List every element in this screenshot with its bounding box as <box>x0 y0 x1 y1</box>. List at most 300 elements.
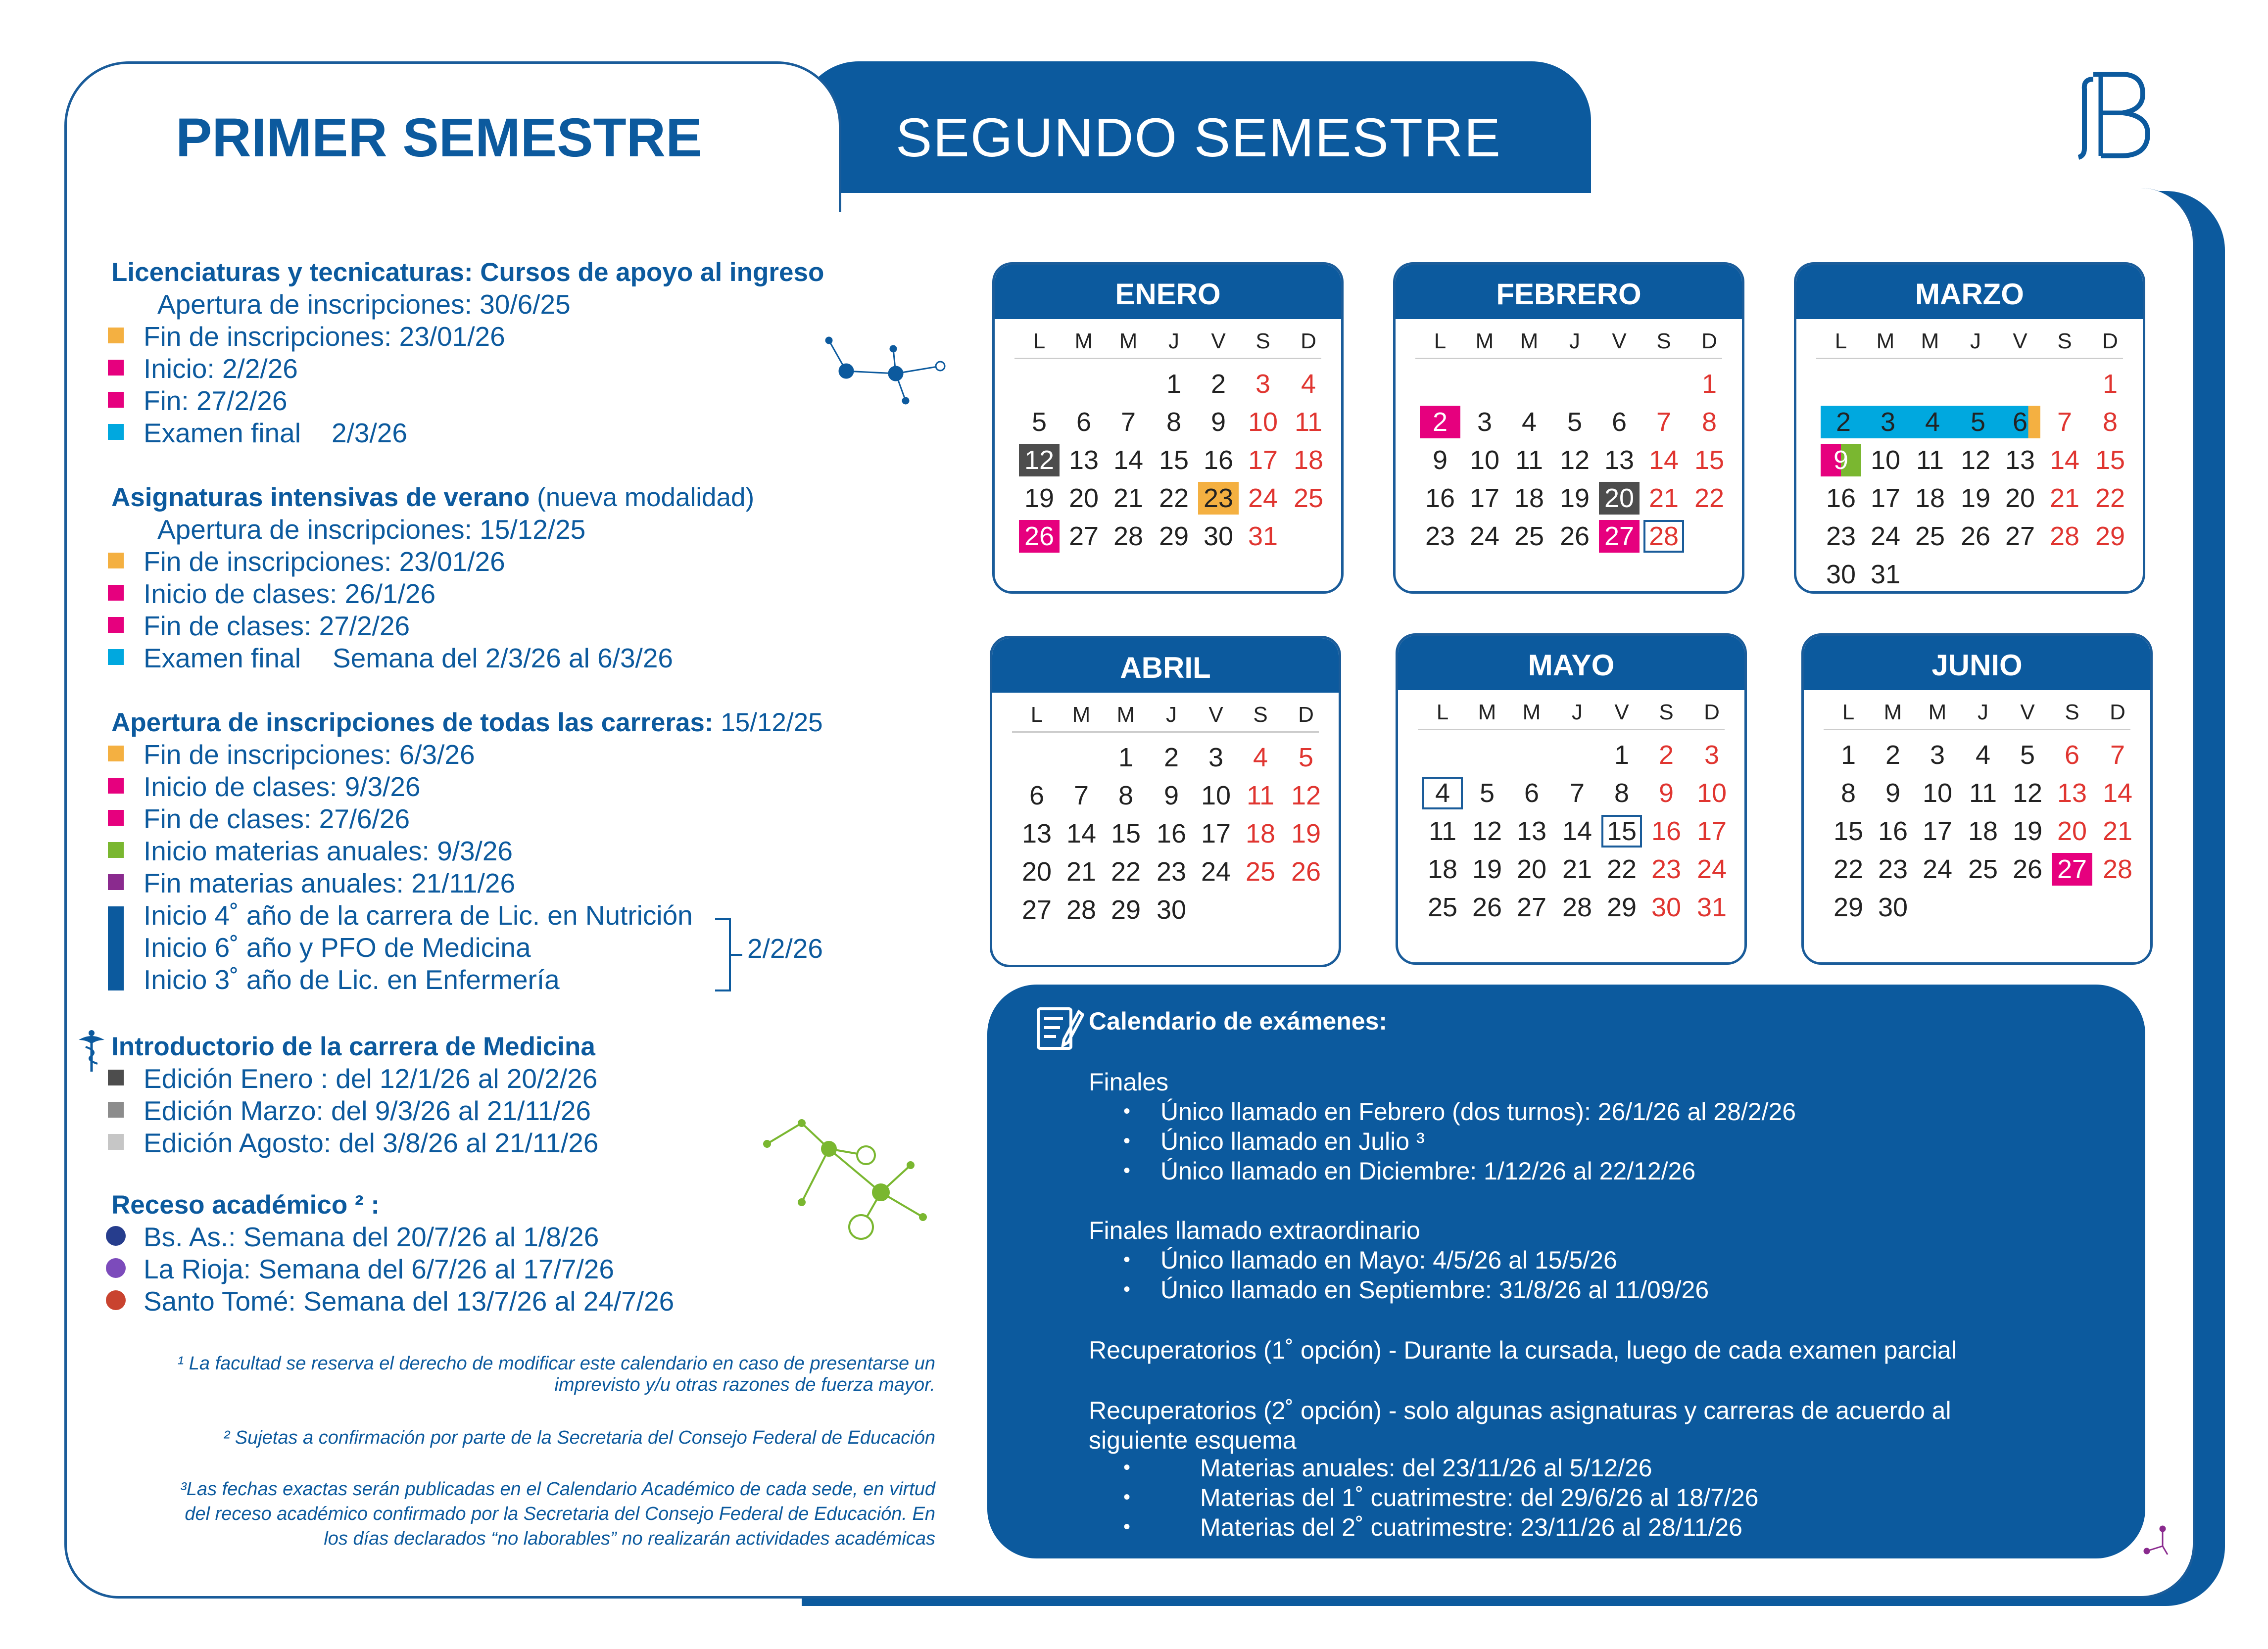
day-cell[interactable]: 27 <box>1068 521 1099 551</box>
weekday-label: M <box>1883 700 1902 724</box>
day-cell[interactable]: 3 <box>1865 406 1911 438</box>
day-cell[interactable]: 26 <box>2012 854 2043 884</box>
day-cell[interactable]: 13 <box>2057 778 2087 808</box>
receso-item: La Rioja: Semana del 6/7/26 al 17/7/26 <box>144 1254 614 1284</box>
dark-gray-marker <box>108 1070 124 1085</box>
molecule-decoration <box>762 1113 940 1242</box>
red-dot <box>106 1290 126 1310</box>
day-cell[interactable]: 1 <box>1614 740 1630 770</box>
intensivas-title <box>111 482 754 513</box>
weekday-label: M <box>1876 329 1895 353</box>
day-cell[interactable]: 16 <box>1826 483 1856 513</box>
weekday-label: L <box>1434 329 1447 353</box>
weekday-divider <box>1012 731 1319 733</box>
day-cell[interactable]: 10 <box>1201 781 1231 810</box>
day-cell[interactable]: 18 <box>1915 483 1945 513</box>
weekday-divider <box>1014 358 1321 359</box>
weekday-label: S <box>2057 329 2072 353</box>
day-cell[interactable]: 11 <box>1246 781 1275 810</box>
day-cell[interactable]: 28 <box>1066 895 1097 925</box>
day-cell[interactable]: 18 <box>1968 816 1998 846</box>
month-febrero <box>1393 262 1744 594</box>
day-cell[interactable]: 20 <box>2005 483 2035 513</box>
todas-title-text: Apertura de inscripciones de todas las carreras: <box>111 708 714 737</box>
day-cell[interactable]: 25 <box>1915 521 1945 551</box>
day-cell[interactable]: 20 <box>1516 854 1547 884</box>
day-cell[interactable]: 12 <box>1291 781 1321 810</box>
intensivas-item: Inicio de clases: 26/1/26 <box>144 578 436 609</box>
day-cell[interactable]: 19 <box>2012 816 2043 846</box>
day-cell[interactable]: 12 <box>1559 445 1590 475</box>
weekday-divider <box>1415 358 1722 359</box>
weekday-label: D <box>1704 700 1720 724</box>
magenta-marker <box>108 360 124 376</box>
cursos-apertura: Apertura de inscripciones: 30/6/25 <box>157 289 571 320</box>
day-cell[interactable]: 17 <box>1870 483 1901 513</box>
day-cell[interactable]: 2 <box>1420 406 1460 438</box>
month-title: ABRIL <box>992 638 1339 693</box>
day-cell[interactable]: 27 <box>1516 893 1547 922</box>
day-cell[interactable]: 22 <box>1606 854 1637 884</box>
weekday-label: S <box>1659 700 1674 724</box>
day-cell[interactable]: 22 <box>1158 483 1189 513</box>
day-cell[interactable]: 24 <box>1248 483 1278 513</box>
weekday-label: M <box>1475 329 1494 353</box>
day-cell[interactable]: 22 <box>1110 857 1141 887</box>
bullet: • <box>1123 1516 1131 1538</box>
day-cell[interactable]: 5 <box>2020 740 2035 770</box>
day-cell[interactable]: 21 <box>1113 483 1144 513</box>
day-cell[interactable]: 15 <box>1833 816 1864 846</box>
weekday-label: S <box>1253 703 1268 727</box>
cursos-examen-fecha: 2/3/26 <box>332 418 407 448</box>
day-cell[interactable]: 27 <box>2052 853 2092 886</box>
weekday-label: D <box>1301 329 1316 353</box>
day-cell[interactable]: 20 <box>2057 816 2087 846</box>
day-cell[interactable]: 27 <box>2005 521 2035 551</box>
day-cell[interactable]: 23 <box>1198 482 1239 515</box>
light-gray-marker <box>108 1134 124 1150</box>
weekday-label: J <box>1168 329 1179 353</box>
finales-heading: Finales <box>1089 1068 1169 1096</box>
day-cell[interactable]: 17 <box>1201 819 1231 848</box>
day-cell[interactable]: 12 <box>2012 778 2043 808</box>
footnote-line: ³Las fechas exactas serán publicadas en el Calendario Académico de cada sede, en virtud <box>180 1479 935 1500</box>
violet-dot <box>106 1258 126 1278</box>
receso-item: Bs. As.: Semana del 20/7/26 al 1/8/26 <box>144 1222 599 1252</box>
day-cell[interactable]: 17 <box>1469 483 1500 513</box>
footnote-line: los días declarados “no laborables” no realizarán actividades académicas <box>324 1528 935 1549</box>
small-molecule-decoration <box>2143 1524 2172 1558</box>
day-cell[interactable]: 10 <box>1696 778 1727 808</box>
cursos-item: Fin: 27/2/26 <box>144 385 288 416</box>
intensivas-examen-fecha: Semana del 2/3/26 al 6/3/26 <box>333 643 674 673</box>
footnote-1 <box>74 1353 935 1396</box>
month-enero <box>992 262 1344 594</box>
day-cell[interactable]: 21 <box>1562 854 1592 884</box>
month-mayo <box>1396 633 1747 965</box>
day-cell[interactable]: 8 <box>2102 407 2118 437</box>
intensivas-item: Fin de inscripciones: 23/01/26 <box>144 546 505 577</box>
weekday-label: L <box>1436 700 1449 724</box>
day-cell[interactable]: 29 <box>1606 893 1637 922</box>
purple-marker <box>108 874 124 890</box>
day-cell[interactable]: 23 <box>1156 857 1187 887</box>
day-cell[interactable]: 7 <box>2110 740 2125 770</box>
day-cell[interactable]: 7 <box>1656 407 1672 437</box>
day-cell[interactable]: 14 <box>1066 819 1097 848</box>
day-cell[interactable]: 5 <box>1479 778 1495 808</box>
extra-heading: Finales llamado extraordinario <box>1089 1217 1420 1244</box>
day-cell[interactable]: 6 <box>1076 407 1092 437</box>
day-cell[interactable]: 4 <box>1253 743 1268 772</box>
day-cell[interactable]: 10 <box>1870 445 1901 475</box>
bullet: • <box>1123 1486 1131 1508</box>
day-cell[interactable]: 13 <box>2005 445 2035 475</box>
day-cell[interactable]: 5 <box>1567 407 1583 437</box>
orange-marker <box>108 553 124 568</box>
day-cell[interactable]: 7 <box>1073 781 1089 810</box>
day-cell[interactable]: 16 <box>1203 445 1234 475</box>
day-cell[interactable]: 5 <box>1955 406 2001 438</box>
month-title: MAYO <box>1398 636 1744 690</box>
footnote-line: del receso académico confirmado por la Secretaria del Consejo Federal de Educación. En <box>185 1504 935 1524</box>
bullet: • <box>1123 1457 1131 1478</box>
day-cell[interactable]: 5 <box>1031 407 1047 437</box>
day-cell[interactable]: 11 <box>1969 778 1997 808</box>
day-cell[interactable]: 26 <box>1960 521 1991 551</box>
day-cell[interactable]: 25 <box>1427 893 1458 922</box>
weekday-label: L <box>1030 703 1043 727</box>
recuperatorios-1: Recuperatorios (1˚ opción) - Durante la cursada, luego de cada examen parcial <box>1089 1336 1957 1364</box>
intensivas-title-suffix: (nueva modalidad) <box>537 483 755 512</box>
weekday-label: D <box>1298 703 1314 727</box>
bullet: • <box>1123 1160 1131 1181</box>
weekday-label: D <box>2102 329 2118 353</box>
day-cell[interactable]: 21 <box>2102 816 2133 846</box>
day-cell[interactable]: 24 <box>1201 857 1231 887</box>
day-cell[interactable]: 20 <box>1068 483 1099 513</box>
day-cell[interactable]: 8 <box>1166 407 1182 437</box>
day-cell[interactable]: 28 <box>1643 520 1684 553</box>
day-cell[interactable]: 30 <box>1203 521 1234 551</box>
weekday-label: J <box>1572 700 1583 724</box>
day-cell[interactable]: 9 <box>1821 444 1861 476</box>
day-cell[interactable]: 15 <box>2095 445 2125 475</box>
day-cell[interactable]: 14 <box>1562 816 1592 846</box>
weekday-label: D <box>2110 700 2125 724</box>
day-cell[interactable]: 19 <box>1291 819 1321 848</box>
day-cell[interactable]: 28 <box>1113 521 1144 551</box>
caduceus-icon <box>77 1029 106 1074</box>
day-cell[interactable]: 21 <box>2049 483 2080 513</box>
day-cell[interactable]: 6 <box>2064 740 2080 770</box>
day-cell[interactable]: 22 <box>1694 483 1725 513</box>
weekday-label: D <box>1701 329 1717 353</box>
day-cell[interactable]: 15 <box>1694 445 1725 475</box>
todas-item: Fin de clases: 27/6/26 <box>144 803 410 834</box>
day-cell[interactable]: 19 <box>1024 483 1055 513</box>
day-cell[interactable]: 11 <box>1428 816 1457 846</box>
month-title: ENERO <box>995 265 1341 319</box>
day-cell[interactable]: 6 <box>1524 778 1540 808</box>
day-cell[interactable]: 21 <box>1066 857 1097 887</box>
day-cell[interactable]: 18 <box>1245 819 1276 848</box>
day-cell[interactable]: 11 <box>1294 407 1323 437</box>
day-cell[interactable]: 14 <box>2049 445 2080 475</box>
cursos-item: Fin de inscripciones: 23/01/26 <box>144 321 505 352</box>
day-cell[interactable]: 18 <box>1427 854 1458 884</box>
bullet: • <box>1123 1249 1131 1271</box>
green-marker <box>108 842 124 858</box>
weekday-label: V <box>1614 700 1629 724</box>
todas-group-item: Inicio 4˚ año de la carrera de Lic. en Nutrición <box>144 900 693 931</box>
day-cell[interactable]: 11 <box>1515 445 1544 475</box>
segundo-semestre-title[interactable]: SEGUNDO SEMESTRE <box>896 107 1501 168</box>
day-cell[interactable]: 16 <box>1651 816 1682 846</box>
todas-item: Inicio de clases: 9/3/26 <box>144 771 421 802</box>
weekday-divider <box>1418 729 1725 730</box>
day-cell[interactable]: 22 <box>1833 854 1864 884</box>
day-cell[interactable]: 10 <box>1469 445 1500 475</box>
day-cell[interactable]: 24 <box>1696 854 1727 884</box>
weekday-label: L <box>1834 329 1847 353</box>
introductorio-item: Edición Enero : del 12/1/26 al 20/2/26 <box>144 1063 598 1094</box>
rec2-item: Materias anuales: del 23/11/26 al 5/12/26 <box>1200 1454 1652 1482</box>
extra-item: Único llamado en Mayo: 4/5/26 al 15/5/26 <box>1160 1246 1617 1274</box>
day-cell[interactable]: 3 <box>1477 407 1493 437</box>
day-cell[interactable]: 28 <box>1562 893 1592 922</box>
todas-title-suffix: 15/12/25 <box>721 708 823 737</box>
day-cell[interactable]: 3 <box>1255 369 1271 399</box>
bullet: • <box>1123 1278 1131 1300</box>
day-cell[interactable]: 25 <box>1245 857 1276 887</box>
weekday-label: M <box>1478 700 1496 724</box>
receso-title: Receso académico ² : <box>111 1190 380 1220</box>
navy-dot <box>106 1226 126 1246</box>
day-cell[interactable]: 16 <box>1156 819 1187 848</box>
orange-marker <box>108 328 124 343</box>
day-cell[interactable]: 18 <box>1293 445 1324 475</box>
day-cell[interactable]: 5 <box>1298 743 1314 772</box>
day-cell[interactable]: 17 <box>1922 816 1953 846</box>
day-cell[interactable]: 8 <box>1118 781 1134 810</box>
day-cell[interactable]: 19 <box>1960 483 1991 513</box>
day-cell[interactable]: 25 <box>1293 483 1324 513</box>
day-cell[interactable]: 25 <box>1968 854 1998 884</box>
cyan-marker <box>108 424 124 440</box>
todas-title <box>111 707 823 738</box>
day-cell[interactable]: 13 <box>1068 445 1099 475</box>
day-cell[interactable]: 3 <box>1930 740 1945 770</box>
day-cell[interactable]: 15 <box>1110 819 1141 848</box>
weekday-label: M <box>1520 329 1539 353</box>
day-cell[interactable]: 31 <box>1248 521 1278 551</box>
ub-logo <box>2074 64 2153 163</box>
day-cell[interactable]: 27 <box>1021 895 1052 925</box>
weekday-label: S <box>1656 329 1671 353</box>
day-cell[interactable]: 31 <box>1696 893 1727 922</box>
cursos-item: Examen final <box>144 418 301 448</box>
todas-item: Fin materias anuales: 21/11/26 <box>144 868 516 898</box>
day-cell[interactable]: 24 <box>1870 521 1901 551</box>
day-cell[interactable]: 23 <box>1651 854 1682 884</box>
rec2-item: Materias del 2˚ cuatrimestre: 23/11/26 al 28/11/26 <box>1200 1513 1742 1541</box>
day-cell[interactable]: 28 <box>2102 854 2133 884</box>
month-title: JUNIO <box>1804 636 2150 690</box>
footnote-line: imprevisto y/u otras razones de fuerza mayor. <box>554 1374 935 1395</box>
intensivas-apertura: Apertura de inscripciones: 15/12/25 <box>157 514 586 545</box>
weekday-label: V <box>1612 329 1627 353</box>
month-marzo <box>1794 262 2145 594</box>
receso-item: Santo Tomé: Semana del 13/7/26 al 24/7/26 <box>144 1286 675 1317</box>
exam-title: Calendario de exámenes: <box>1089 1007 1388 1035</box>
day-cell[interactable]: 20 <box>1021 857 1052 887</box>
cursos-title: Licenciaturas y tecnicaturas: Cursos de apoyo al ingreso <box>111 258 824 287</box>
month-abril <box>990 636 1341 967</box>
primer-semestre-title[interactable]: PRIMER SEMESTRE <box>176 107 702 168</box>
day-cell[interactable]: 2 <box>1658 740 1674 770</box>
day-cell[interactable]: 2 <box>1885 740 1901 770</box>
intensivas-title-text: Asignaturas intensivas de verano <box>111 483 530 512</box>
month-title: MARZO <box>1796 265 2143 319</box>
day-cell[interactable]: 17 <box>1696 816 1727 846</box>
day-cell[interactable]: 13 <box>1516 816 1547 846</box>
day-cell[interactable]: 19 <box>1559 483 1590 513</box>
day-cell[interactable]: 6 <box>1611 407 1627 437</box>
day-cell[interactable]: 14 <box>1648 445 1679 475</box>
weekday-label: S <box>1255 329 1270 353</box>
day-cell[interactable]: 12 <box>1472 816 1502 846</box>
day-cell[interactable]: 22 <box>2095 483 2125 513</box>
day-cell[interactable]: 28 <box>2049 521 2080 551</box>
day-cell[interactable]: 25 <box>1514 521 1544 551</box>
day-cell[interactable]: 12 <box>1960 445 1991 475</box>
magenta-marker <box>108 392 124 408</box>
todas-item: Inicio materias anuales: 9/3/26 <box>144 836 513 866</box>
day-cell[interactable]: 1 <box>2102 369 2118 399</box>
weekday-label: J <box>1569 329 1580 353</box>
todas-group-date: 2/2/26 <box>747 933 823 964</box>
day-cell[interactable]: 20 <box>1599 482 1640 515</box>
day-cell[interactable]: 4 <box>1910 406 1955 438</box>
todas-group-item: Inicio 3˚ año de Lic. en Enfermería <box>144 964 560 995</box>
day-cell[interactable]: 9 <box>1163 781 1179 810</box>
day-cell[interactable]: 6 <box>2000 406 2040 438</box>
recuperatorios-2-cont: siguiente esquema <box>1089 1426 1297 1454</box>
day-cell[interactable]: 31 <box>1870 560 1901 589</box>
day-cell[interactable]: 27 <box>1599 520 1640 553</box>
day-cell[interactable]: 3 <box>1704 740 1720 770</box>
day-cell[interactable]: 21 <box>1648 483 1679 513</box>
day-cell[interactable]: 23 <box>1878 854 1908 884</box>
day-cell[interactable]: 29 <box>1110 895 1141 925</box>
weekday-label: M <box>1522 700 1541 724</box>
day-cell[interactable]: 1 <box>1840 740 1856 770</box>
weekday-label: S <box>2065 700 2079 724</box>
day-cell[interactable]: 23 <box>1826 521 1856 551</box>
intensivas-item: Examen final <box>144 643 301 673</box>
day-cell[interactable]: 4 <box>1422 777 1463 809</box>
day-cell[interactable]: 9 <box>1885 778 1901 808</box>
introductorio-item: Edición Marzo: del 9/3/26 al 21/11/26 <box>144 1095 591 1126</box>
day-cell[interactable]: 13 <box>1021 819 1052 848</box>
day-cell[interactable]: 15 <box>1601 815 1642 848</box>
day-cell[interactable]: 30 <box>1878 893 1908 922</box>
day-cell[interactable]: 9 <box>1658 778 1674 808</box>
day-cell[interactable]: 30 <box>1651 893 1682 922</box>
day-cell[interactable]: 14 <box>1113 445 1144 475</box>
cyan-marker <box>108 649 124 665</box>
day-cell[interactable]: 16 <box>1878 816 1908 846</box>
day-cell[interactable]: 15 <box>1158 445 1189 475</box>
day-cell[interactable]: 29 <box>1833 893 1864 922</box>
day-cell[interactable]: 4 <box>1521 407 1537 437</box>
finales-item: Único llamado en Diciembre: 1/12/26 al 22/12/26 <box>1160 1157 1696 1185</box>
day-cell[interactable]: 7 <box>1569 778 1585 808</box>
day-cell[interactable]: 4 <box>1975 740 1991 770</box>
day-cell[interactable]: 17 <box>1248 445 1278 475</box>
day-cell[interactable]: 9 <box>1432 445 1448 475</box>
day-cell[interactable]: 8 <box>1701 407 1717 437</box>
day-cell[interactable]: 24 <box>1469 521 1500 551</box>
day-cell[interactable]: 2 <box>1210 369 1226 399</box>
day-cell[interactable]: 2 <box>1821 406 1866 438</box>
recuperatorios-2: Recuperatorios (2˚ opción) - solo algunas asignaturas y carreras de acuerdo al <box>1089 1397 1951 1424</box>
day-cell[interactable]: 24 <box>1922 854 1953 884</box>
day-cell[interactable]: 7 <box>1120 407 1136 437</box>
day-cell[interactable]: 29 <box>1158 521 1189 551</box>
day-cell[interactable]: 23 <box>1425 521 1455 551</box>
day-cell[interactable]: 30 <box>1826 560 1856 589</box>
orange-marker <box>108 746 124 761</box>
day-cell[interactable]: 26 <box>1472 893 1502 922</box>
day-cell[interactable]: 6 <box>1029 781 1045 810</box>
day-cell[interactable]: 30 <box>1156 895 1187 925</box>
tab-joint <box>67 183 799 193</box>
day-cell[interactable]: 1 <box>1118 743 1134 772</box>
day-cell[interactable]: 2 <box>1163 743 1179 772</box>
day-cell[interactable]: 14 <box>2102 778 2133 808</box>
day-cell[interactable]: 12 <box>1019 444 1060 476</box>
day-cell[interactable]: 8 <box>1840 778 1856 808</box>
day-cell[interactable]: 4 <box>1301 369 1316 399</box>
day-cell[interactable]: 19 <box>1472 854 1502 884</box>
day-cell[interactable]: 8 <box>1614 778 1630 808</box>
day-cell[interactable]: 29 <box>2095 521 2125 551</box>
weekday-label: V <box>2020 700 2035 724</box>
day-cell[interactable]: 26 <box>1019 520 1060 553</box>
weekday-label: J <box>1978 700 1988 724</box>
day-cell[interactable]: 16 <box>1425 483 1455 513</box>
weekday-label: L <box>1842 700 1855 724</box>
day-cell[interactable]: 26 <box>1559 521 1590 551</box>
day-cell[interactable]: 26 <box>1291 857 1321 887</box>
day-cell[interactable]: 7 <box>2057 407 2073 437</box>
day-cell[interactable]: 1 <box>1701 369 1717 399</box>
day-cell[interactable]: 11 <box>1916 445 1944 475</box>
day-cell[interactable]: 18 <box>1514 483 1544 513</box>
day-cell[interactable]: 10 <box>1248 407 1278 437</box>
weekday-label: M <box>1928 700 1947 724</box>
bullet: • <box>1123 1100 1131 1122</box>
day-cell[interactable]: 10 <box>1922 778 1953 808</box>
day-cell[interactable]: 1 <box>1166 369 1182 399</box>
day-cell[interactable]: 13 <box>1604 445 1635 475</box>
day-cell[interactable]: 3 <box>1208 743 1224 772</box>
footnote-line: ¹ La facultad se reserva el derecho de modificar este calendario en caso de presentarse un <box>177 1353 935 1374</box>
day-cell[interactable]: 9 <box>1210 407 1226 437</box>
